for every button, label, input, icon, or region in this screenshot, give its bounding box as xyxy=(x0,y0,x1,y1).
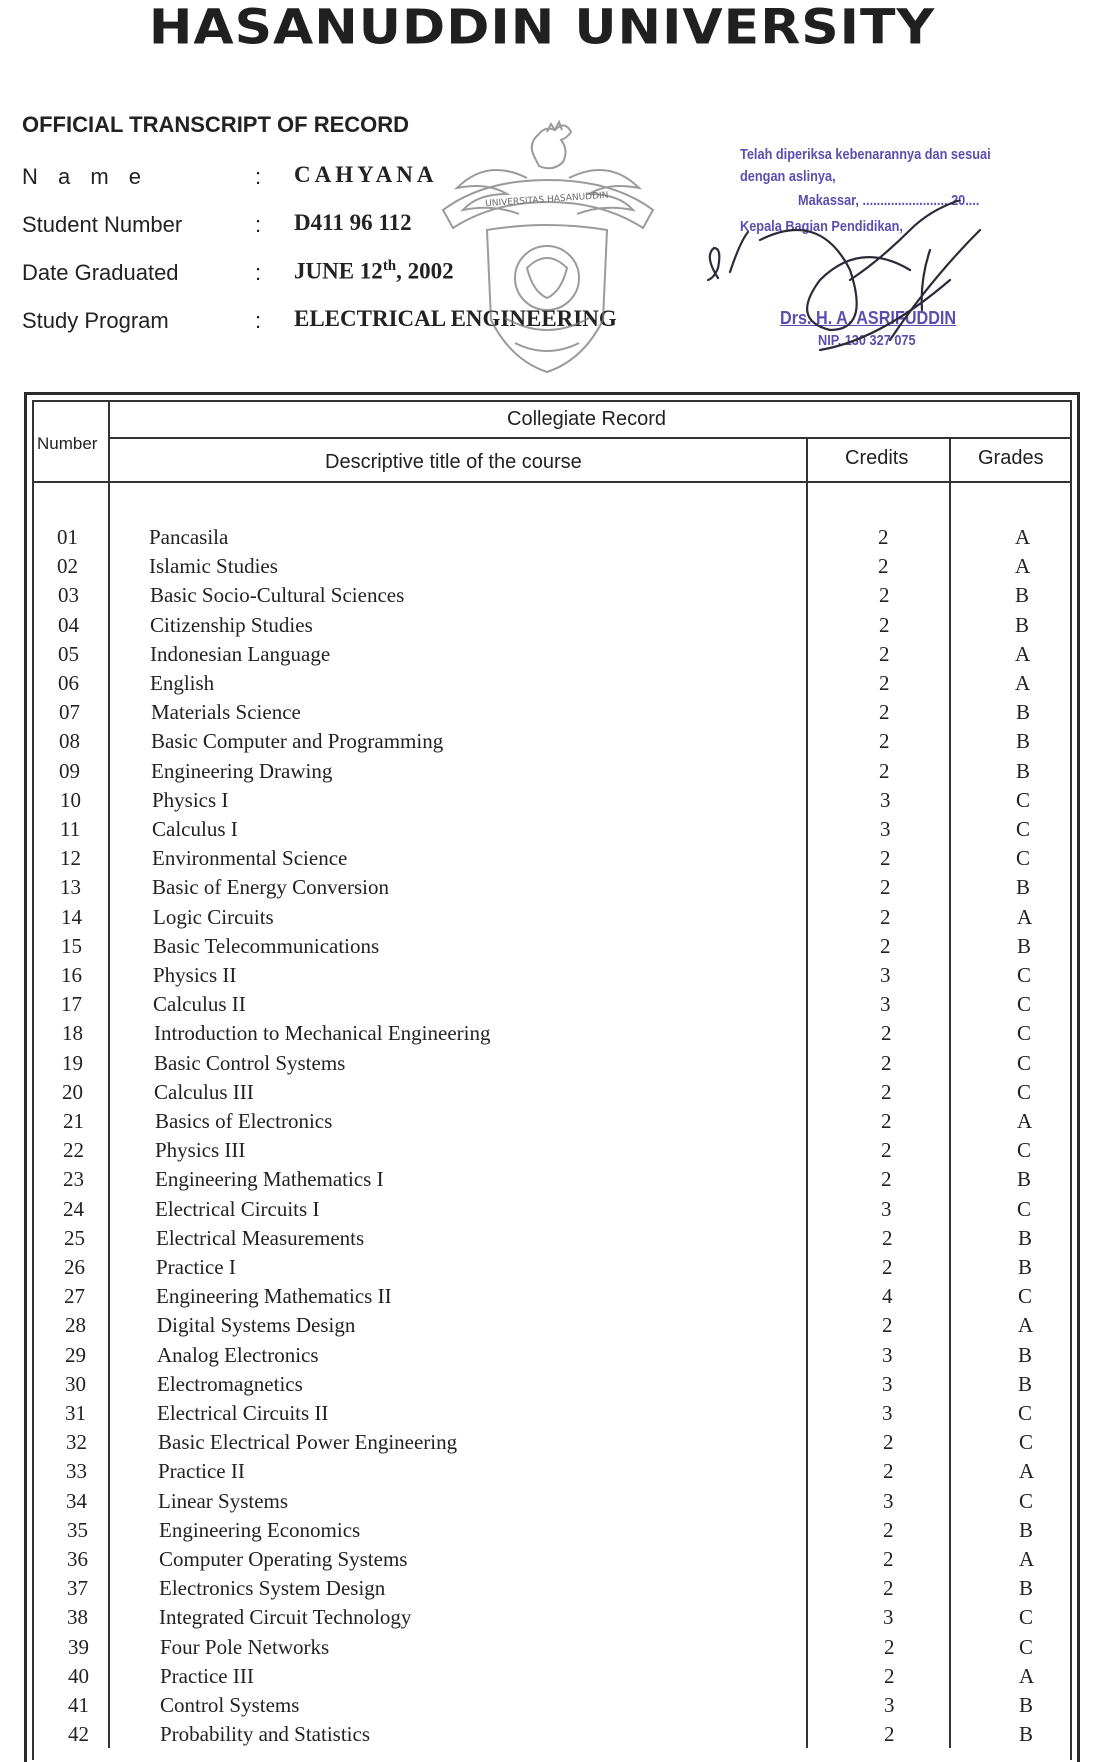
stamp-line-3: Makassar, ........................ 20.... xyxy=(798,192,980,209)
course-credits: 2 xyxy=(881,1021,892,1045)
course-title: Basic Computer and Programming xyxy=(151,729,444,753)
course-number: 04 xyxy=(58,613,79,637)
course-number: 09 xyxy=(59,759,80,783)
stamp-signatory: Drs. H. A. ASRIFUDDIN xyxy=(780,308,957,328)
table-row xyxy=(0,642,1104,671)
course-title: Computer Operating Systems xyxy=(159,1547,408,1571)
course-title: Control Systems xyxy=(160,1693,300,1717)
course-number: 26 xyxy=(64,1255,85,1279)
course-title: Engineering Mathematics II xyxy=(156,1284,392,1308)
course-credits: 3 xyxy=(883,1489,894,1513)
course-title: Logic Circuits xyxy=(153,905,274,929)
course-number: 42 xyxy=(68,1722,89,1746)
course-grade: A xyxy=(1015,554,1031,578)
course-number: 25 xyxy=(64,1226,85,1250)
date-graduated-prefix: JUNE 12 xyxy=(294,258,383,284)
course-credits: 3 xyxy=(884,1693,895,1717)
course-number: 21 xyxy=(63,1109,84,1133)
university-name-text: HASANUDDIN UNIVERSITY xyxy=(148,0,936,56)
course-credits: 3 xyxy=(882,1401,893,1425)
table-row xyxy=(0,1664,1104,1693)
course-title: Basic Control Systems xyxy=(154,1051,346,1075)
course-credits: 2 xyxy=(881,1109,892,1133)
date-graduated-value xyxy=(294,258,454,285)
course-credits: 2 xyxy=(882,1226,893,1250)
course-title: Electrical Measurements xyxy=(156,1226,365,1250)
divider xyxy=(108,437,1070,439)
course-number: 16 xyxy=(61,963,82,987)
course-title: Calculus III xyxy=(154,1080,254,1104)
course-grade: C xyxy=(1016,788,1031,812)
course-number: 24 xyxy=(63,1197,84,1221)
course-number: 31 xyxy=(65,1401,86,1425)
course-title: Basic Socio-Cultural Sciences xyxy=(150,583,405,607)
course-number: 38 xyxy=(67,1605,88,1629)
course-title: Citizenship Studies xyxy=(150,613,313,637)
date-graduated-suffix: , 2002 xyxy=(396,258,454,284)
course-number: 20 xyxy=(62,1080,83,1104)
table-row xyxy=(0,700,1104,729)
course-number: 33 xyxy=(66,1459,87,1483)
course-number: 19 xyxy=(62,1051,83,1075)
course-credits: 2 xyxy=(879,729,890,753)
course-number: 34 xyxy=(66,1489,87,1513)
table-row xyxy=(0,963,1104,992)
course-number: 12 xyxy=(60,846,81,870)
course-credits: 2 xyxy=(882,1313,893,1337)
course-grade: B xyxy=(1016,700,1031,724)
course-title: Physics II xyxy=(153,963,237,987)
table-row xyxy=(0,1693,1104,1722)
table-row xyxy=(0,554,1104,583)
course-title: Basic Telecommunications xyxy=(153,934,380,958)
date-graduated-sup: th xyxy=(382,258,397,274)
course-credits: 2 xyxy=(882,1255,893,1279)
course-number: 15 xyxy=(61,934,82,958)
course-credits: 2 xyxy=(884,1664,895,1688)
course-title: Introduction to Mechanical Engineering xyxy=(154,1021,491,1045)
course-credits: 3 xyxy=(880,788,891,812)
course-grade: C xyxy=(1017,1197,1032,1221)
table-row xyxy=(0,1197,1104,1226)
course-grade: C xyxy=(1017,1021,1032,1045)
course-grade: B xyxy=(1015,613,1030,637)
course-grade: C xyxy=(1019,1430,1034,1454)
course-title: Integrated Circuit Technology xyxy=(159,1605,412,1629)
course-grade: A xyxy=(1015,525,1031,549)
course-number: 41 xyxy=(68,1693,89,1717)
course-number: 36 xyxy=(67,1547,88,1571)
course-credits: 2 xyxy=(883,1518,894,1542)
course-title: Probability and Statistics xyxy=(160,1722,370,1746)
table-row xyxy=(0,1167,1104,1196)
table-row xyxy=(0,1722,1104,1751)
table-row xyxy=(0,729,1104,758)
course-grade: A xyxy=(1018,1313,1034,1337)
course-grade: C xyxy=(1017,992,1032,1016)
course-credits: 4 xyxy=(882,1284,893,1308)
course-title: Materials Science xyxy=(151,700,301,724)
col-header-grades: Grades xyxy=(978,447,1044,469)
course-grade: B xyxy=(1019,1693,1034,1717)
col-header-number: Number xyxy=(37,434,98,453)
course-credits: 3 xyxy=(883,1605,894,1629)
course-grade: B xyxy=(1018,1226,1033,1250)
course-credits: 3 xyxy=(881,1197,892,1221)
course-credits: 2 xyxy=(880,934,891,958)
course-number: 17 xyxy=(61,992,82,1016)
table-row xyxy=(0,788,1104,817)
table-row xyxy=(0,583,1104,612)
course-title: Digital Systems Design xyxy=(157,1313,356,1337)
course-credits: 3 xyxy=(882,1372,893,1396)
table-row xyxy=(0,1255,1104,1284)
course-credits: 3 xyxy=(880,963,891,987)
col-header-collegiate-record: Collegiate Record xyxy=(507,408,666,430)
course-title: Engineering Mathematics I xyxy=(155,1167,384,1191)
course-grade: B xyxy=(1019,1722,1034,1746)
table-row xyxy=(0,817,1104,846)
course-number: 18 xyxy=(62,1021,83,1045)
course-title: Engineering Economics xyxy=(159,1518,361,1542)
course-credits: 2 xyxy=(879,700,890,724)
course-credits: 2 xyxy=(884,1635,895,1659)
course-grade: C xyxy=(1017,1080,1032,1104)
course-grade: A xyxy=(1017,1109,1033,1133)
course-grade: B xyxy=(1016,759,1031,783)
course-grade: B xyxy=(1018,1343,1033,1367)
course-credits: 2 xyxy=(881,1051,892,1075)
course-number: 28 xyxy=(65,1313,86,1337)
document-title: OFFICIAL TRANSCRIPT OF RECORD xyxy=(22,112,410,137)
course-grade: C xyxy=(1019,1635,1034,1659)
table-row xyxy=(0,1576,1104,1605)
stamp-line-4: Kepala Bagian Pendidikan, xyxy=(740,218,903,235)
course-title: Practice II xyxy=(158,1459,245,1483)
table-row xyxy=(0,759,1104,788)
course-credits: 2 xyxy=(880,905,891,929)
table-row xyxy=(0,875,1104,904)
course-title: Basic of Energy Conversion xyxy=(152,875,389,899)
course-grade: B xyxy=(1018,1255,1033,1279)
course-number: 02 xyxy=(57,554,78,578)
table-row xyxy=(0,905,1104,934)
course-title: English xyxy=(150,671,215,695)
course-title: Pancasila xyxy=(149,525,229,549)
course-grade: C xyxy=(1017,1138,1032,1162)
course-grade: B xyxy=(1016,729,1031,753)
table-row xyxy=(0,1430,1104,1459)
course-number: 32 xyxy=(66,1430,87,1454)
course-credits: 2 xyxy=(879,642,890,666)
course-credits: 2 xyxy=(879,759,890,783)
course-title: Islamic Studies xyxy=(149,554,278,578)
course-grade: C xyxy=(1019,1489,1034,1513)
name-label: N a m e xyxy=(22,164,149,189)
table-row xyxy=(0,1313,1104,1342)
course-title: Indonesian Language xyxy=(150,642,331,666)
table-row xyxy=(0,1489,1104,1518)
course-number: 22 xyxy=(63,1138,84,1162)
stamp-line-1: Telah diperiksa kebenarannya dan sesuai xyxy=(740,146,991,163)
course-credits: 2 xyxy=(878,554,889,578)
colon: : xyxy=(255,164,262,189)
course-grade: B xyxy=(1015,583,1030,607)
course-credits: 2 xyxy=(884,1722,895,1746)
course-title: Basic Electrical Power Engineering xyxy=(158,1430,458,1454)
study-program-label: Study Program xyxy=(22,308,169,333)
student-number-label: Student Number xyxy=(22,212,183,237)
course-grade: A xyxy=(1017,905,1033,929)
name-value: CAHYANA xyxy=(294,162,438,187)
student-number-value: D411 96 112 xyxy=(294,210,412,235)
table-row xyxy=(0,613,1104,642)
stamp-nip: NIP. 130 327 075 xyxy=(818,332,916,349)
course-grade: B xyxy=(1017,1167,1032,1191)
course-grade: B xyxy=(1016,875,1031,899)
course-number: 11 xyxy=(60,817,81,841)
course-grade: A xyxy=(1015,671,1031,695)
table-row xyxy=(0,1372,1104,1401)
course-credits: 2 xyxy=(879,671,890,695)
table-row xyxy=(0,992,1104,1021)
course-number: 14 xyxy=(61,905,82,929)
course-title: Engineering Drawing xyxy=(151,759,333,783)
course-number: 07 xyxy=(59,700,80,724)
course-title: Environmental Science xyxy=(152,846,348,870)
stamp-line-2: dengan aslinya, xyxy=(740,168,836,185)
course-title: Physics I xyxy=(152,788,229,812)
table-row xyxy=(0,1343,1104,1372)
course-grade: C xyxy=(1016,846,1031,870)
course-title: Four Pole Networks xyxy=(160,1635,330,1659)
course-grade: B xyxy=(1019,1518,1034,1542)
course-number: 05 xyxy=(58,642,79,666)
course-title: Analog Electronics xyxy=(157,1343,319,1367)
course-credits: 3 xyxy=(880,992,891,1016)
course-number: 01 xyxy=(57,525,78,549)
course-number: 23 xyxy=(63,1167,84,1191)
course-credits: 2 xyxy=(881,1167,892,1191)
table-row xyxy=(0,671,1104,700)
course-credits: 2 xyxy=(883,1547,894,1571)
university-name xyxy=(0,0,1104,56)
course-credits: 2 xyxy=(883,1576,894,1600)
course-credits: 2 xyxy=(879,583,890,607)
course-number: 40 xyxy=(68,1664,89,1688)
course-title: Electrical Circuits II xyxy=(157,1401,329,1425)
course-grade: C xyxy=(1017,1051,1032,1075)
study-program-value: ELECTRICAL ENGINEERING xyxy=(294,306,617,331)
date-graduated-label: Date Graduated xyxy=(22,260,179,285)
colon: : xyxy=(255,260,262,285)
col-header-title: Descriptive title of the course xyxy=(325,451,582,473)
course-title: Electrical Circuits I xyxy=(155,1197,320,1221)
course-number: 35 xyxy=(67,1518,88,1542)
col-header-credits: Credits xyxy=(845,447,909,469)
course-grade: A xyxy=(1019,1459,1035,1483)
university-seal xyxy=(435,118,660,386)
course-number: 29 xyxy=(65,1343,86,1367)
table-row xyxy=(0,1459,1104,1488)
table-row xyxy=(0,934,1104,963)
course-title: Electronics System Design xyxy=(159,1576,386,1600)
course-credits: 2 xyxy=(883,1430,894,1454)
course-number: 10 xyxy=(60,788,81,812)
course-number: 39 xyxy=(68,1635,89,1659)
divider xyxy=(32,481,1072,483)
table-row xyxy=(0,1138,1104,1167)
table-row xyxy=(0,1635,1104,1664)
course-credits: 3 xyxy=(880,817,891,841)
course-number: 30 xyxy=(65,1372,86,1396)
course-title: Physics III xyxy=(155,1138,246,1162)
course-credits: 2 xyxy=(881,1080,892,1104)
course-number: 03 xyxy=(58,583,79,607)
course-credits: 3 xyxy=(882,1343,893,1367)
course-credits: 2 xyxy=(880,875,891,899)
course-title: Calculus I xyxy=(152,817,238,841)
course-grade: C xyxy=(1017,963,1032,987)
table-row xyxy=(0,1109,1104,1138)
table-row xyxy=(0,1284,1104,1313)
colon: : xyxy=(255,308,262,333)
course-number: 27 xyxy=(64,1284,85,1308)
course-grade: C xyxy=(1018,1401,1033,1425)
table-row xyxy=(0,1547,1104,1576)
course-grade: A xyxy=(1019,1664,1035,1688)
table-row xyxy=(0,1226,1104,1255)
table-row xyxy=(0,1021,1104,1050)
course-grade: B xyxy=(1017,934,1032,958)
course-grade: C xyxy=(1018,1284,1033,1308)
verification-stamp xyxy=(740,146,1030,386)
colon: : xyxy=(255,212,262,237)
course-number: 37 xyxy=(67,1576,88,1600)
table-row xyxy=(0,1518,1104,1547)
course-number: 08 xyxy=(59,729,80,753)
table-row xyxy=(0,1080,1104,1109)
course-credits: 2 xyxy=(881,1138,892,1162)
course-credits: 2 xyxy=(878,525,889,549)
course-credits: 2 xyxy=(879,613,890,637)
course-credits: 2 xyxy=(883,1459,894,1483)
course-grade: A xyxy=(1015,642,1031,666)
course-grade: A xyxy=(1019,1547,1035,1571)
course-grade: C xyxy=(1016,817,1031,841)
course-number: 06 xyxy=(58,671,79,695)
table-row xyxy=(0,1401,1104,1430)
course-title: Basics of Electronics xyxy=(155,1109,333,1133)
course-title: Linear Systems xyxy=(158,1489,289,1513)
course-grade: C xyxy=(1019,1605,1034,1629)
course-title: Electromagnetics xyxy=(157,1372,303,1396)
course-number: 13 xyxy=(60,875,81,899)
course-title: Practice I xyxy=(156,1255,236,1279)
course-grade: B xyxy=(1019,1576,1034,1600)
table-row xyxy=(0,1605,1104,1634)
seal-text: UNIVERSITAS HASANUDDIN xyxy=(484,190,609,210)
table-row xyxy=(0,1051,1104,1080)
course-title: Practice III xyxy=(160,1664,254,1688)
course-grade: B xyxy=(1018,1372,1033,1396)
table-row xyxy=(0,525,1104,554)
table-row xyxy=(0,846,1104,875)
course-title: Calculus II xyxy=(153,992,246,1016)
course-credits: 2 xyxy=(880,846,891,870)
